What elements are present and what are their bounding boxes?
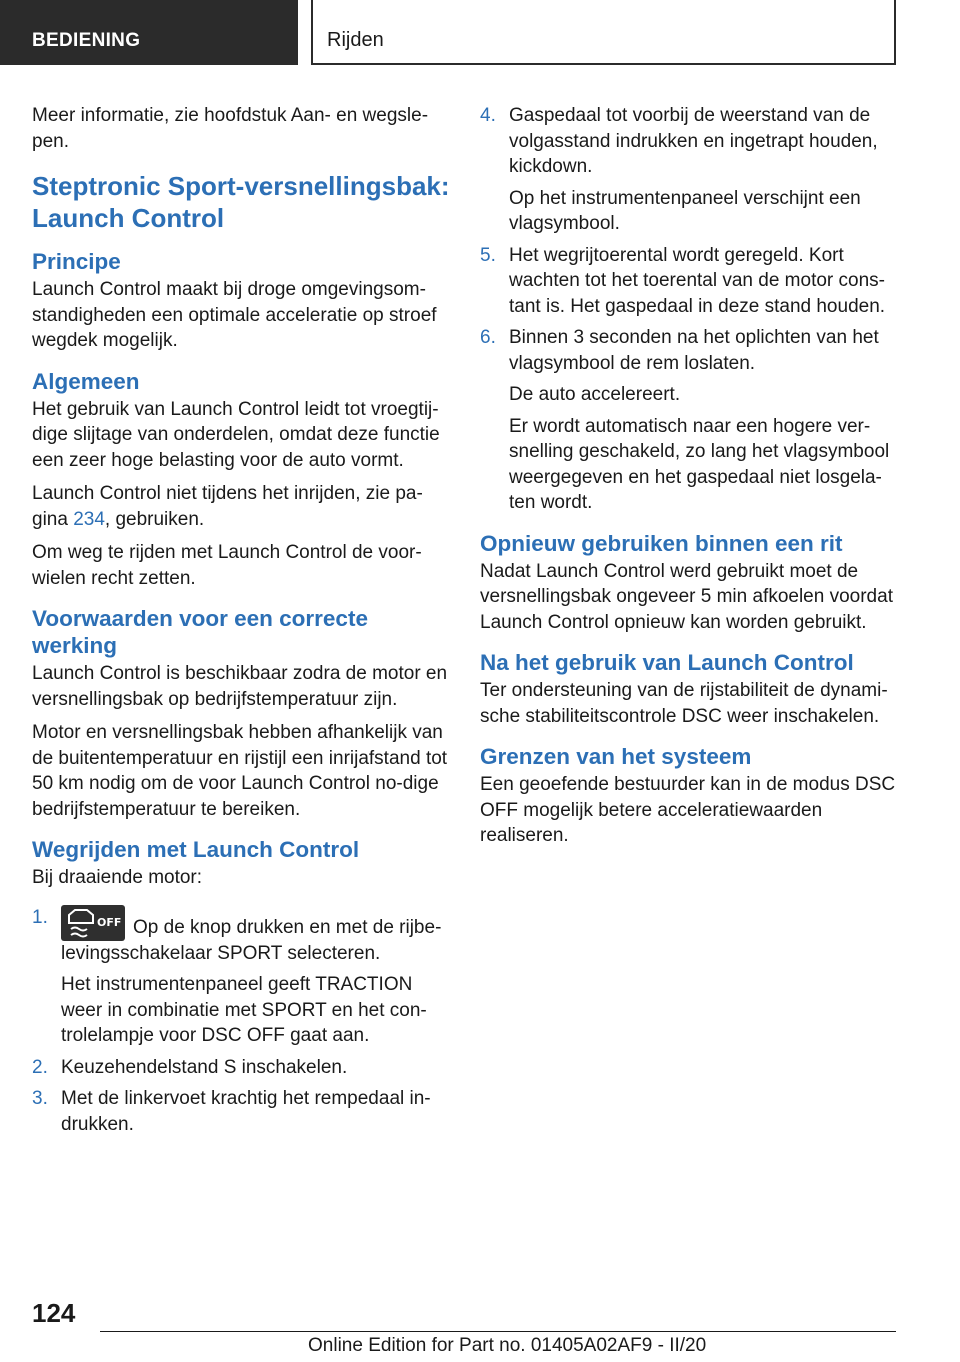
list-item: [32, 1086, 450, 1137]
page-link[interactable]: 234: [73, 508, 105, 530]
step-subtext: Het instrumentenpaneel geeft TRACTION weer in combinatie met SPORT en het con-trolelampje voor DSC OFF gaat aan.: [61, 974, 427, 1046]
heading-algemeen: Algemeen: [32, 368, 140, 394]
heading-na-gebruik: Na het gebruik van Launch Control: [480, 650, 854, 675]
step-text: Binnen 3 seconden na het oplichten van het vlagsymbool de rem loslaten.: [509, 327, 879, 374]
heading-opnieuw: Opnieuw gebruiken binnen een rit: [480, 530, 843, 556]
heading-principe: Principe: [32, 249, 121, 274]
footer-divider: [100, 1331, 896, 1332]
list-item: [32, 1055, 450, 1081]
algemeen-text-3: Om weg te rijden met Launch Control de voor-wielen recht zetten.: [32, 542, 422, 589]
heading-voorwaarden: Voorwaarden voor een correcte werking: [32, 606, 368, 658]
step-subtext: Er wordt automatisch naar een hogere ver-snelling geschakeld, zo lang het vlagsymbool weergegeven en het gaspedaal niet losgela-ten wordt.: [509, 415, 890, 513]
step-number: 4.: [480, 105, 496, 126]
step-subtext: De auto accelereert.: [509, 384, 681, 405]
list-item: [480, 243, 896, 320]
chapter-label: Rijden: [327, 29, 384, 51]
right-column: [480, 103, 896, 857]
step-text: Met de linkervoet krachtig het rempedaal in-drukken.: [61, 1088, 431, 1135]
dsc-off-icon: [61, 905, 125, 941]
left-column: [32, 103, 450, 1143]
step-subtext: Op het instrumentenpaneel verschijnt een vlagsymbool.: [509, 187, 861, 234]
section-label: BEDIENING: [32, 30, 141, 51]
edition-note: Online Edition for Part no. 01405A02AF9 - II/20: [308, 1335, 707, 1356]
opnieuw-text: Nadat Launch Control werd gebruikt moet de versnellingsbak ongeveer 5 min afkoelen voordat Launch Control opnieuw kan worden gebruikt.: [480, 560, 893, 633]
list-item: [480, 103, 896, 237]
voorwaarden-text-2: Motor en versnellingsbak hebben afhankelijk van de buitentemperatuur en rijstijl een inrijafstand tot 50 km nodig om de voor Launch Control no-dige bedrijfstemperatuur te bereiken.: [32, 722, 448, 820]
section-tab: [0, 0, 298, 65]
list-item: [480, 325, 896, 516]
heading-grenzen: Grenzen van het systeem: [480, 744, 752, 769]
step-text: Gaspedaal tot voorbij de weerstand van de volgasstand indrukken en ingetrapt houden, kickdown.: [509, 105, 878, 177]
algemeen-text-2-before: Launch Control niet tijdens het inrijden, zie pa-gina: [32, 483, 423, 530]
page-number: 124: [32, 1298, 76, 1328]
wegrijden-intro: Bij draaiende motor:: [32, 867, 203, 888]
svg-text:OFF: OFF: [97, 915, 122, 929]
step-number: 1.: [32, 906, 48, 928]
grenzen-text: Een geoefende bestuurder kan in de modus DSC OFF mogelijk betere acceleratiewaarden realiseren.: [480, 774, 896, 846]
algemeen-text-2-after: , gebruiken.: [104, 508, 205, 530]
page-title: Steptronic Sport-versnellingsbak: Launch Control: [32, 171, 450, 233]
algemeen-text-2: [32, 481, 450, 532]
step-text: Keuzehendelstand S inschakelen.: [61, 1056, 348, 1078]
step-text: Het wegrijtoerental wordt geregeld. Kort wachten tot het toerental van de motor cons-tant is. Het gaspedaal in deze stand houden.: [509, 244, 886, 317]
principe-text: Launch Control maakt bij droge omgevingsom-standigheden een optimale acceleratie op stroef wegdek mogelijk.: [32, 279, 437, 351]
step-number: 3.: [32, 1088, 48, 1109]
algemeen-text-1: Het gebruik van Launch Control leidt tot vroegtij-dige slijtage van onderdelen, omdat deze functie een zeer hoge belasting voor de auto vormt.: [32, 398, 440, 471]
voorwaarden-text-1: Launch Control is beschikbaar zodra de motor en versnellingsbak op bedrijfstemperatuur zijn.: [32, 663, 448, 710]
chapter-tab: [311, 0, 896, 65]
heading-wegrijden: Wegrijden met Launch Control: [32, 837, 360, 862]
step-number: 6.: [480, 327, 496, 348]
list-item: [32, 905, 450, 1049]
step-1-text: Op de knop drukken en met de rijbe-levingsschakelaar SPORT selecteren.: [61, 916, 442, 964]
step-number: 2.: [32, 1056, 48, 1078]
step-number: 5.: [480, 244, 496, 266]
na-gebruik-text: Ter ondersteuning van de rijstabiliteit de dynami-sche stabiliteitscontrole DSC weer inschakelen.: [480, 680, 888, 727]
step-text: [61, 905, 450, 967]
intro-text: Meer informatie, zie hoofdstuk Aan- en wegsle-pen.: [32, 105, 429, 152]
